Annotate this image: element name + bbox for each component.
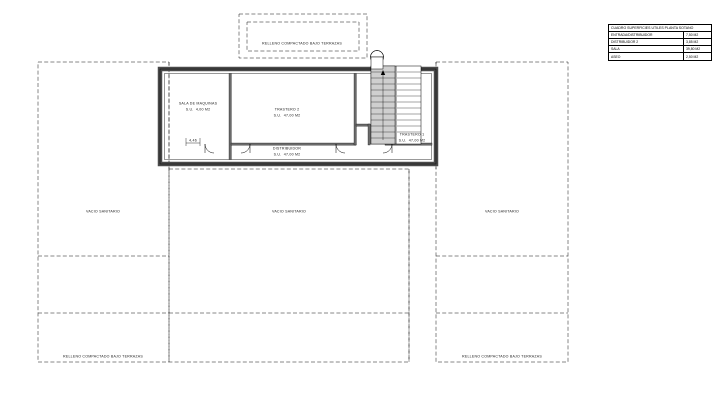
room-area-distribuidor: S.U. 47,00 M2 xyxy=(273,152,301,157)
partition-wall-stairhall xyxy=(354,74,356,146)
plan-geometry xyxy=(38,14,568,362)
surface-area-legend-table xyxy=(608,24,712,61)
dimension-label-4-46: 4,46 xyxy=(189,138,197,143)
legend-row-value: 7,50 M2 xyxy=(683,32,711,38)
legend-row-label: SALA xyxy=(611,47,620,51)
zone-label-vacio-right: VACIO SANITARIO xyxy=(484,209,520,214)
room-label-distribuidor: DISTRIBUIDOR xyxy=(272,146,302,151)
zone-label-relleno-bottom-right: RELLENO COMPACTADO BAJO TERRAZAS xyxy=(462,354,542,359)
dashed-zone-right xyxy=(436,62,568,362)
room-label-sala-de-maquinas: SALA DE MAQUINAS xyxy=(178,101,218,106)
partition-wall-jog-vertical xyxy=(368,124,370,145)
legend-row xyxy=(609,46,711,53)
staircase xyxy=(371,66,421,144)
room-area-trastero-1: S.U. 47,00 M2 xyxy=(398,138,426,143)
room-area-trastero-2: S.U. 47,00 M2 xyxy=(273,113,301,118)
dashed-zone-top-inner xyxy=(247,22,359,51)
legend-row-value: 39,80 M2 xyxy=(683,46,711,52)
legend-row-label: ENTRADA/DISTRIBUIDOR xyxy=(611,33,653,37)
legend-row-label: ASEO xyxy=(611,54,621,59)
legend-title-row xyxy=(609,25,711,32)
room-label-trastero-2: TRASTERO 2 xyxy=(274,107,300,112)
dashed-zone-left xyxy=(38,62,169,362)
legend-row xyxy=(609,39,711,46)
room-area-sala-de-maquinas: S.U. 4,00 M2 xyxy=(185,107,211,112)
partition-wall-machine-room xyxy=(229,74,231,160)
zone-label-relleno-top: RELLENO COMPACTADO BAJO TERRAZAS xyxy=(262,41,342,46)
dashed-zone-top-outer xyxy=(239,14,367,58)
zone-label-relleno-bottom-left: RELLENO COMPACTADO BAJO TERRAZAS xyxy=(63,354,143,359)
legend-title: CUADRO SUPERFICIES UTILES PLANTA SOTANO xyxy=(611,26,694,30)
legend-row-value: 3,85 M2 xyxy=(683,39,711,45)
stair-landing-box xyxy=(371,57,383,69)
legend-row xyxy=(609,32,711,39)
zone-label-vacio-left: VACIO SANITARIO xyxy=(85,209,121,214)
legend-row xyxy=(609,53,711,60)
room-label-trastero-1: TRASTERO 1 xyxy=(399,132,425,137)
zone-label-vacio-center: VACIO SANITARIO xyxy=(271,209,307,214)
dimension-line xyxy=(186,138,200,146)
legend-row-value: 2,50 M2 xyxy=(683,53,711,60)
legend-row-label: DISTRIBUIDOR 2 xyxy=(611,40,639,44)
dashed-zone-center xyxy=(169,169,409,362)
